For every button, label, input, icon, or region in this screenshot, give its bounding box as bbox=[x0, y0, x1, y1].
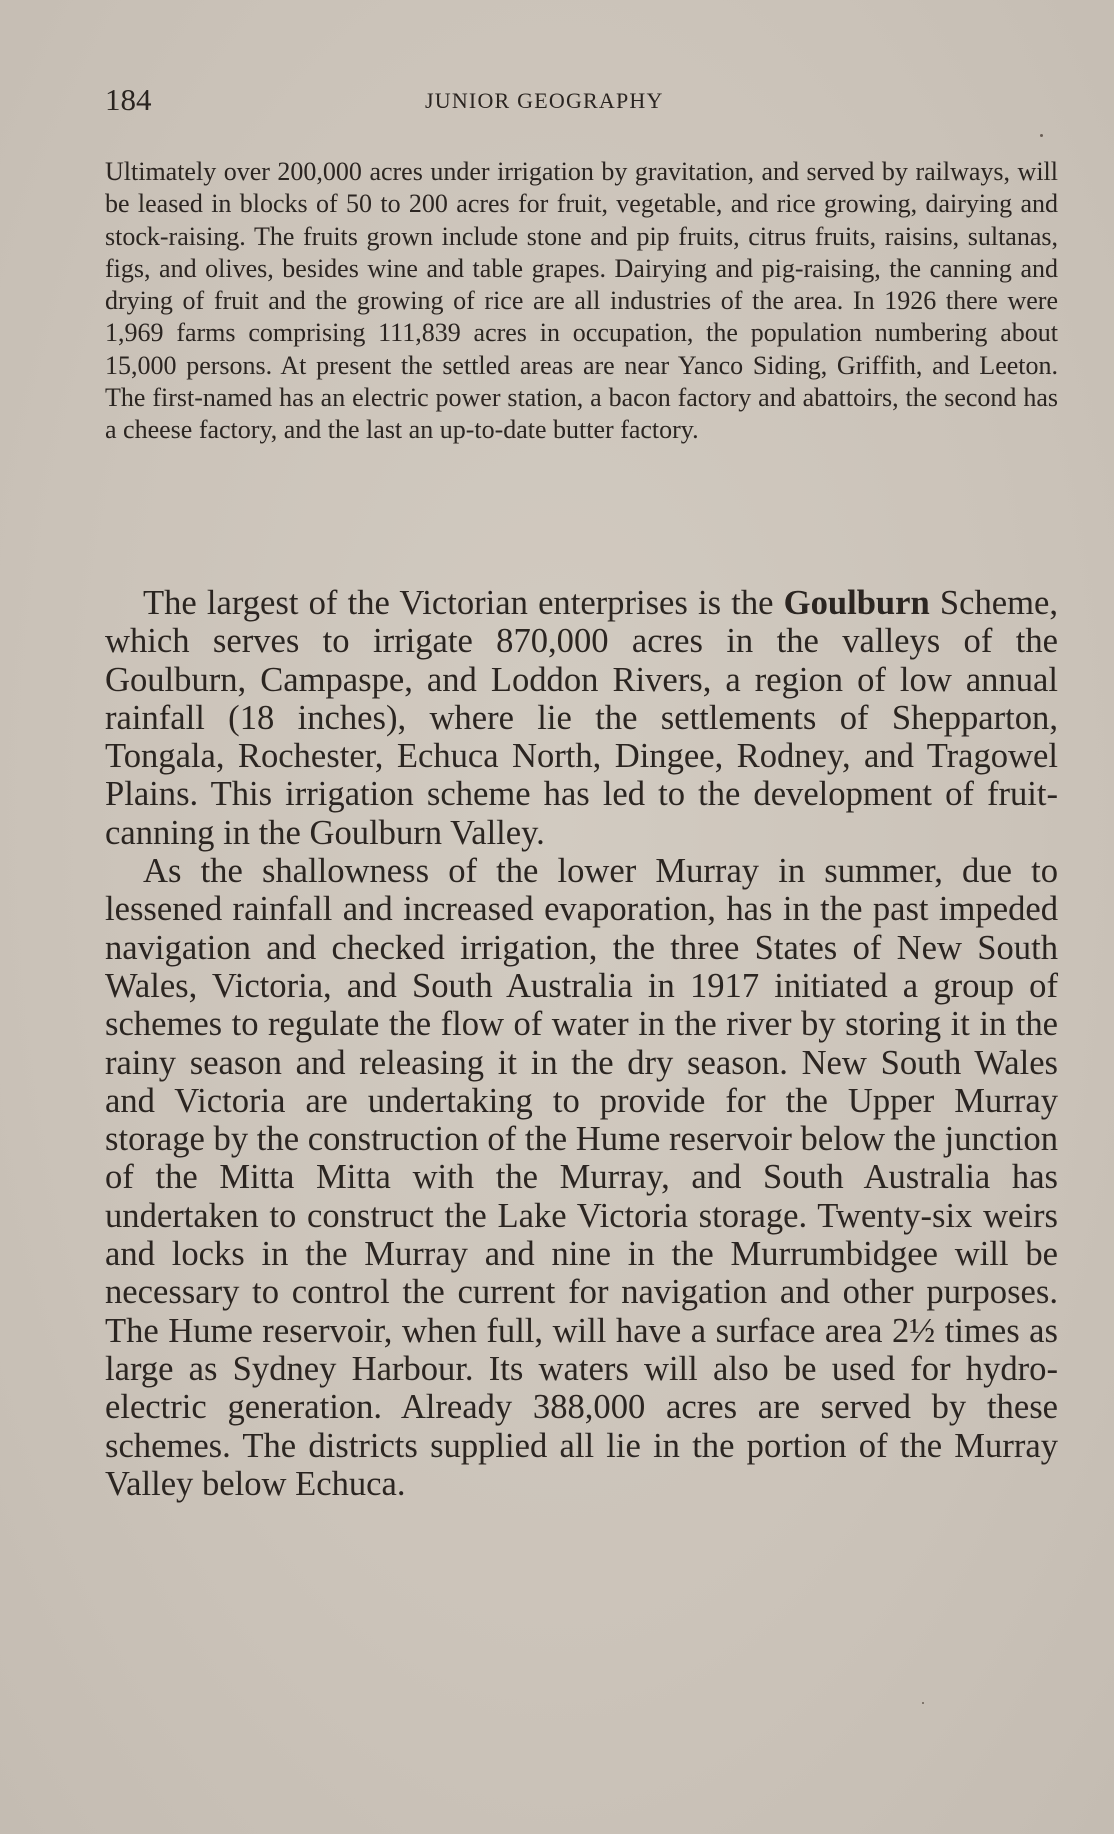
page-header bbox=[105, 82, 1005, 122]
print-speck bbox=[922, 1702, 924, 1704]
paragraph-murray-schemes: As the shallowness of the lower Murray in summer, due to lessened rainfall and increased evaporation, has in the past impeded navigation and checked irrigation, the three States of New South Wales, Victoria, and South Australia in 1917 initiated a group of schemes to regulate the flow of water in the river by storing it in the rainy season and releasing it in the dry season. New South Wales and Victoria are undertaking to provide for the Upper Murray storage by the construction of the Hume reservoir below the junction of the Mitta Mitta with the Murray, and South Australia has undertaken to construct the Lake Victoria storage. Twenty-six weirs and locks in the Murray and nine in the Murrumbidgee will be necessary to control the current for navigation and other purposes. The Hume reservoir, when full, will have a surface area 2½ times as large as Sydney Harbour. Its waters will also be used for hydro-electric generation. Already 388,000 acres are served by these schemes. The districts supplied all lie in the portion of the Murray Valley below Echuca. bbox=[105, 852, 1058, 1503]
goulburn-bold-term: Goulburn bbox=[783, 584, 930, 622]
page-number: 184 bbox=[105, 82, 152, 117]
running-head: JUNIOR GEOGRAPHY bbox=[425, 88, 664, 113]
print-speck bbox=[1040, 134, 1043, 137]
main-text bbox=[105, 584, 1058, 1503]
goulburn-text-end: Scheme, which serves to irrigate 870,000 acres in the valleys of the Goulburn, Campaspe, and Loddon Rivers, a region of low annual rainfall (18 inches), where lie the settlements of Shepparton, Tongala, Rochester, Echuca North, Dingee, Rodney, and Tragowel Plains. This irrigation scheme has led to the development of fruit-canning in the Goulburn Valley. bbox=[105, 584, 1059, 852]
goulburn-text-start: The largest of the Victorian enterprises is the bbox=[143, 584, 784, 622]
paragraph-irrigation-leases: Ultimately over 200,000 acres under irrigation by gravitation, and served by railways, will be leased in blocks of 50 to 200 acres for fruit, vegetable, and rice growing, dairying and stock-raising. The fruits grown include stone and pip fruits, citrus fruits, raisins, sultanas, figs, and olives, besides wine and table grapes. Dairying and pig-raising, the canning and drying of fruit and the growing of rice are all industries of the area. In 1926 there were 1,969 farms comprising 111,839 acres in occupation, the population numbering about 15,000 persons. At present the settled areas are near Yanco Siding, Griffith, and Leeton. The first-named has an electric power station, a bacon factory and abattoirs, the second has a cheese factory, and the last an up-to-date butter factory. bbox=[105, 157, 1058, 445]
paragraph-goulburn-scheme bbox=[105, 584, 1058, 852]
